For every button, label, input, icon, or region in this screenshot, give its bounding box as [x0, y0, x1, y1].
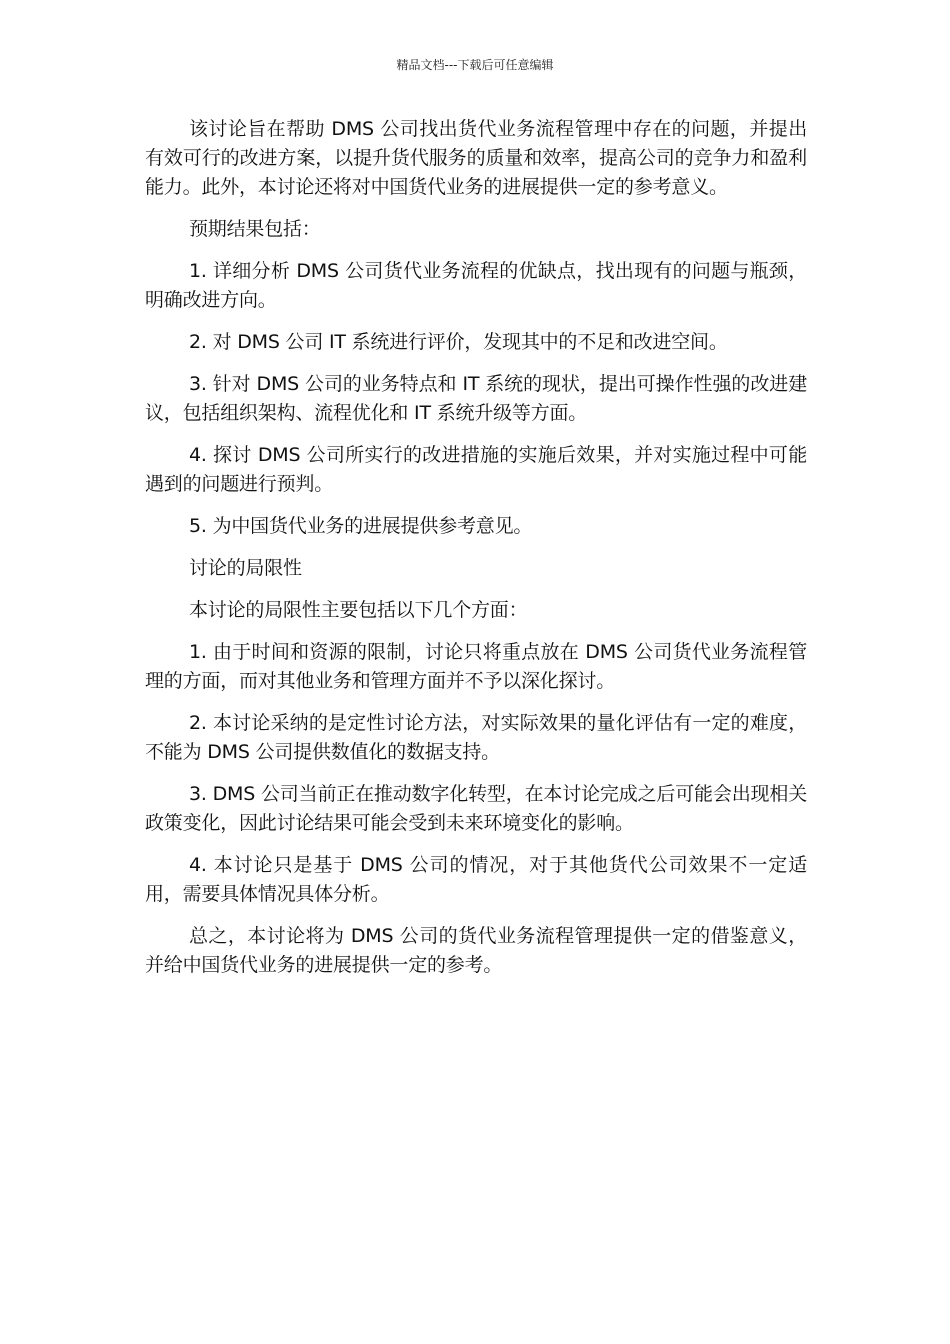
document-body — [145, 115, 807, 993]
list-item-expected-4: 4. 探讨 DMS 公司所实行的改进措施的实施后效果，并对实施过程中可能遇到的问题进行预判。 — [145, 444, 807, 495]
list-item-expected-2: 2. 对 DMS 公司 IT 系统进行评价，发现其中的不足和改进空间。 — [189, 331, 728, 353]
list-item-limitation-2: 2. 本讨论采纳的是定性讨论方法，对实际效果的量化评估有一定的难度，不能为 DMS 公司提供数值化的数据支持。 — [145, 712, 807, 763]
paragraph-limitations-intro: 本讨论的局限性主要包括以下几个方面： — [189, 599, 528, 621]
list-item-expected-5: 5. 为中国货代业务的进展提供参考意见。 — [189, 515, 533, 537]
list-item-expected-1: 1. 详细分析 DMS 公司货代业务流程的优缺点，找出现有的问题与瓶颈，明确改进方向。 — [145, 260, 807, 311]
paragraph-purpose: 该讨论旨在帮助 DMS 公司找出货代业务流程管理中存在的问题，并提出有效可行的改进方案，以提升货代服务的质量和效率，提高公司的竞争力和盈利能力。此外，本讨论还将对中国货代业务的进展提供一定的参考意义。 — [145, 118, 807, 198]
paragraph-conclusion: 总之，本讨论将为 DMS 公司的货代业务流程管理提供一定的借鉴意义，并给中国货代业务的进展提供一定的参考。 — [145, 925, 807, 976]
list-item-expected-3: 3. 针对 DMS 公司的业务特点和 IT 系统的现状，提出可操作性强的改进建议，包括组织架构、流程优化和 IT 系统升级等方面。 — [145, 373, 807, 424]
list-item-limitation-3: 3. DMS 公司当前正在推动数字化转型，在本讨论完成之后可能会出现相关政策变化，因此讨论结果可能会受到未来环境变化的影响。 — [145, 783, 807, 834]
section-heading-limitations: 讨论的局限性 — [189, 557, 302, 579]
paragraph-expected-results-heading: 预期结果包括： — [189, 218, 321, 240]
list-item-limitation-4: 4. 本讨论只是基于 DMS 公司的情况，对于其他货代公司效果不一定适用，需要具体情况具体分析。 — [145, 854, 807, 905]
page-header: 精品文档---下载后可任意编辑 — [396, 58, 554, 72]
list-item-limitation-1: 1. 由于时间和资源的限制，讨论只将重点放在 DMS 公司货代业务流程管理的方面，而对其他业务和管理方面并不予以深化探讨。 — [145, 641, 807, 692]
